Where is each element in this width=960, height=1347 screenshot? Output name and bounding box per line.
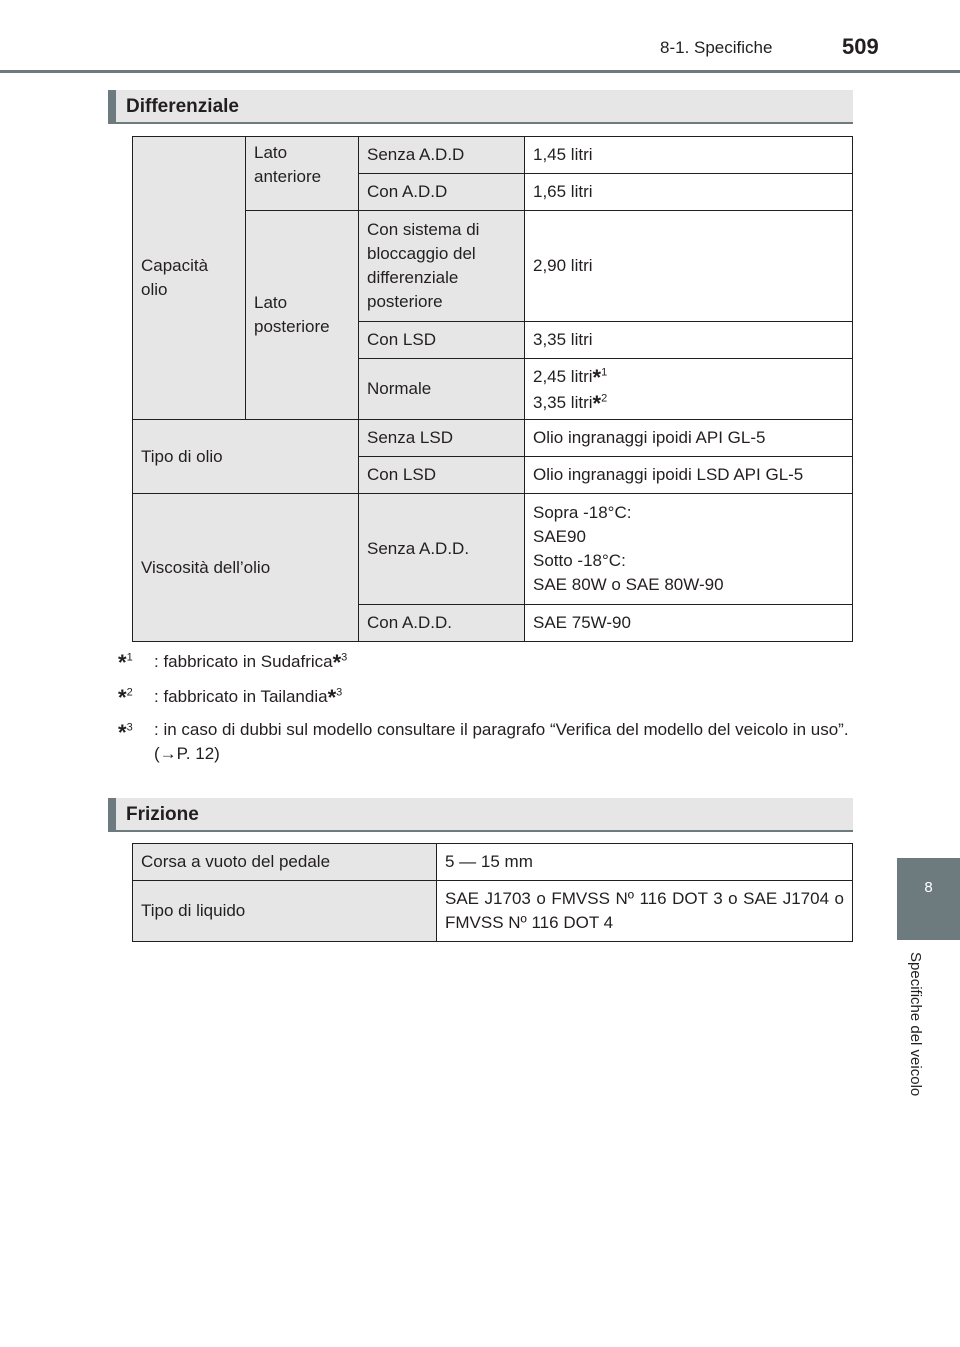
footnote: *$^3$ : in caso di dubbi sul modello consultare il paragrafo “Verifica del modello del veicolo in uso”. (→P. 12)	[118, 720, 849, 763]
label-cell: Tipo di liquido	[133, 881, 437, 942]
tipo-olio-cell: Tipo di olio	[133, 420, 359, 494]
footnotes	[118, 648, 858, 775]
value-cell: 1,65 litri	[525, 174, 853, 211]
value-cell: 5 — 15 mm	[437, 844, 853, 881]
condition-cell: Senza A.D.D.	[359, 494, 525, 605]
page-number: 509	[842, 34, 879, 59]
value-cell: 1,45 litri	[525, 137, 853, 174]
lato-anteriore-cell: Lato anteriore	[246, 137, 359, 211]
section-heading-differenziale	[108, 90, 853, 124]
header-rule	[0, 70, 960, 73]
condition-cell: Senza LSD	[359, 420, 525, 457]
table-row	[133, 494, 853, 605]
value-cell: Olio ingranaggi ipoidi LSD API GL-5	[525, 457, 853, 494]
value-cell: 3,35 litri	[525, 322, 853, 359]
condition-cell: Senza A.D.D	[359, 137, 525, 174]
section-title: Frizione	[126, 804, 199, 825]
lato-posteriore-cell: Lato posteriore	[246, 211, 359, 420]
table-row	[133, 844, 853, 881]
differenziale-table	[132, 136, 853, 642]
value-cell: Olio ingranaggi ipoidi API GL-5	[525, 420, 853, 457]
capacita-olio-cell: Capacità olio	[133, 137, 246, 420]
section-title: Differenziale	[126, 96, 239, 117]
table-row	[133, 420, 853, 457]
value-cell: 2,90 litri	[525, 211, 853, 322]
condition-cell: Con A.D.D	[359, 174, 525, 211]
condition-cell: Con LSD	[359, 457, 525, 494]
table-row	[133, 137, 853, 174]
condition-cell: Con A.D.D.	[359, 605, 525, 642]
value-cell: SAE J1703 o FMVSS Nº 116 DOT 3 o SAE J1704 o FMVSS Nº 116 DOT 4	[437, 881, 853, 942]
chapter-label: Specifiche del veicolo	[907, 952, 924, 1097]
condition-cell: Normale	[359, 359, 525, 420]
chapter-tab	[897, 858, 960, 940]
footnote: *$^2$ : fabbricato in Tailandia*$^3$	[118, 685, 343, 710]
value-cell: 2,45 litri*$^1$ 3,35 litri*$^2$	[525, 359, 853, 420]
value-cell: SAE 75W-90	[525, 605, 853, 642]
value-cell: Sopra -18°C: SAE90 Sotto -18°C: SAE 80W o SAE 80W-90	[525, 494, 853, 605]
frizione-table	[132, 843, 853, 942]
table-row	[133, 881, 853, 942]
header-section-title: 8-1. Specifiche	[660, 38, 773, 57]
chapter-number: 8	[924, 879, 933, 896]
footnote: *$^1$ : fabbricato in Sudafrica*$^3$	[118, 650, 348, 675]
condition-cell: Con LSD	[359, 322, 525, 359]
section-heading-frizione	[108, 798, 853, 832]
viscosita-cell: Viscosità dell’olio	[133, 494, 359, 642]
label-cell: Corsa a vuoto del pedale	[133, 844, 437, 881]
condition-cell: Con sistema di bloccaggio del differenziale posteriore	[359, 211, 525, 322]
